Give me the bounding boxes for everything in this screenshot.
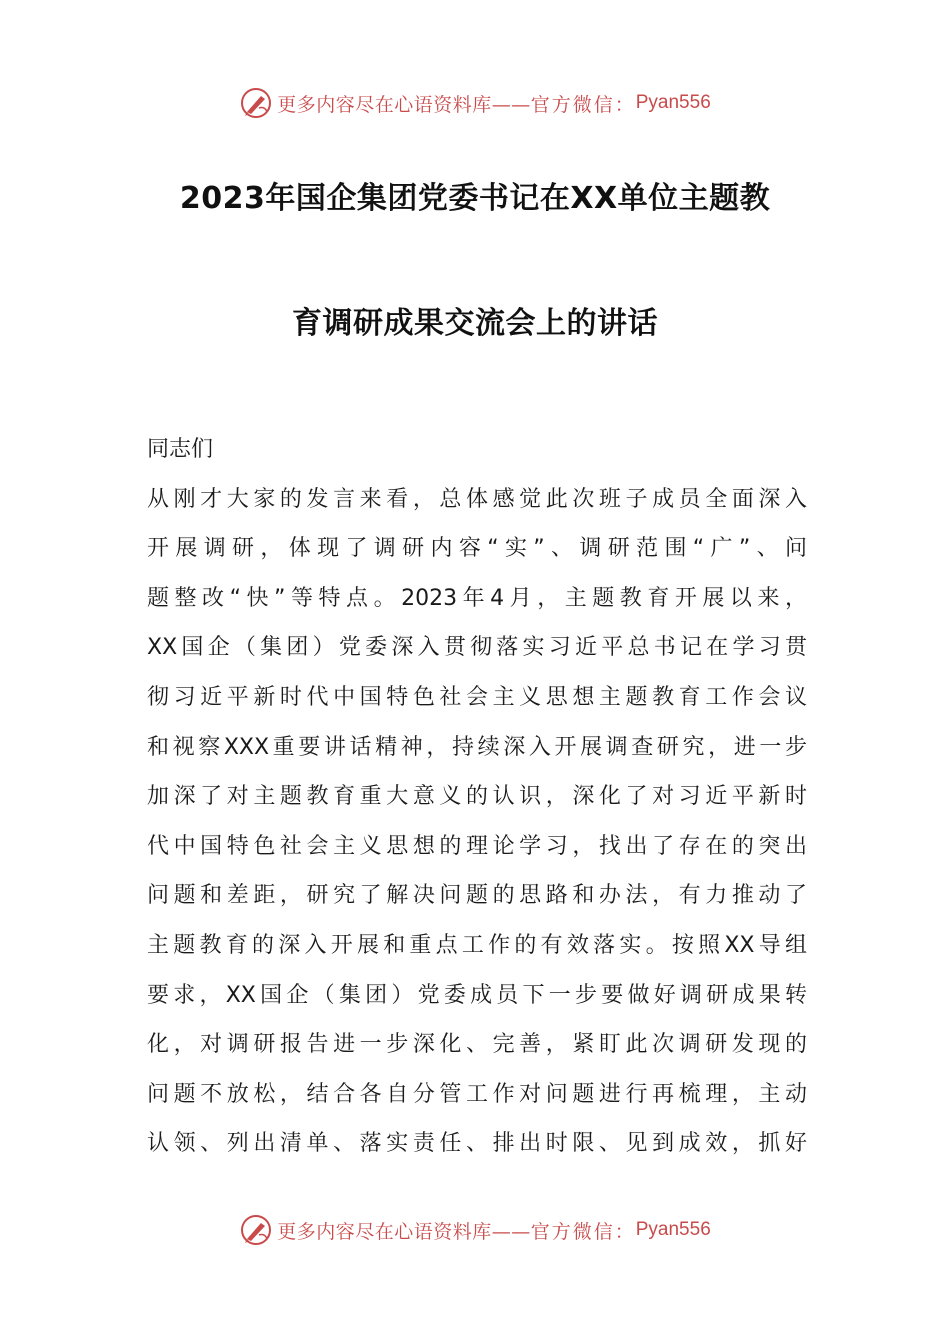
document-title-line-1: 2023年国企集团党委书记在XX单位主题教 <box>179 181 771 216</box>
body-line: 开展调研，体现了调研内容“实”、调研范围“广”、问 <box>147 536 807 562</box>
body-line: 从刚才大家的发言来看，总体感觉此次班子成员全面深入 <box>147 486 807 512</box>
watermark-wechat-id: Pyan556 <box>635 92 711 113</box>
watermark-text: 更多内容尽在心语资料库 <box>277 1220 492 1243</box>
header-watermark <box>0 83 950 123</box>
body-line: 题整改“快”等特点。2023年4月，主题教育开展以来， <box>147 585 807 611</box>
body-line: 主题教育的深入开展和重点工作的有效落实。按照XX导组 <box>147 932 807 958</box>
document-title-line-2: 育调研成果交流会上的讲话 <box>292 306 658 341</box>
pen-logo-icon <box>239 1213 273 1247</box>
body-line: 加深了对主题教育重大意义的认识，深化了对习近平新时 <box>147 784 807 810</box>
body-line: 化，对调研报告进一步深化、完善，紧盯此次调研发现的 <box>147 1032 807 1058</box>
body-line: 问题和差距，研究了解决问题的思路和办法，有力推动了 <box>147 883 807 909</box>
body-line: 代中国特色社会主义思想的理论学习，找出了存在的突出 <box>147 833 807 859</box>
watermark-label: 官方微信： <box>530 93 636 116</box>
body-line: 认领、列出清单、落实责任、排出时限、见到成效，抓好 <box>147 1131 807 1157</box>
body-line: XX国企（集团）党委深入贯彻落实习近平总书记在学习贯 <box>147 635 807 661</box>
footer-watermark <box>0 1210 950 1250</box>
document-body <box>147 425 807 1169</box>
body-line: 要求，XX国企（集团）党委成员下一步要做好调研成果转 <box>147 982 807 1008</box>
salutation: 同志们 <box>147 437 214 462</box>
body-line: 问题不放松，结合各自分管工作对问题进行再梳理，主动 <box>147 1081 807 1107</box>
watermark-separator: —— <box>491 93 531 116</box>
body-line: 彻习近平新时代中国特色社会主义思想主题教育工作会议 <box>147 684 807 710</box>
watermark-separator: —— <box>491 1220 531 1243</box>
pen-logo-icon <box>239 86 273 120</box>
watermark-label: 官方微信： <box>530 1220 636 1243</box>
body-line: 和视察XXX重要讲话精神，持续深入开展调查研究，进一步 <box>147 734 807 760</box>
watermark-text: 更多内容尽在心语资料库 <box>277 93 492 116</box>
watermark-wechat-id: Pyan556 <box>635 1219 711 1240</box>
